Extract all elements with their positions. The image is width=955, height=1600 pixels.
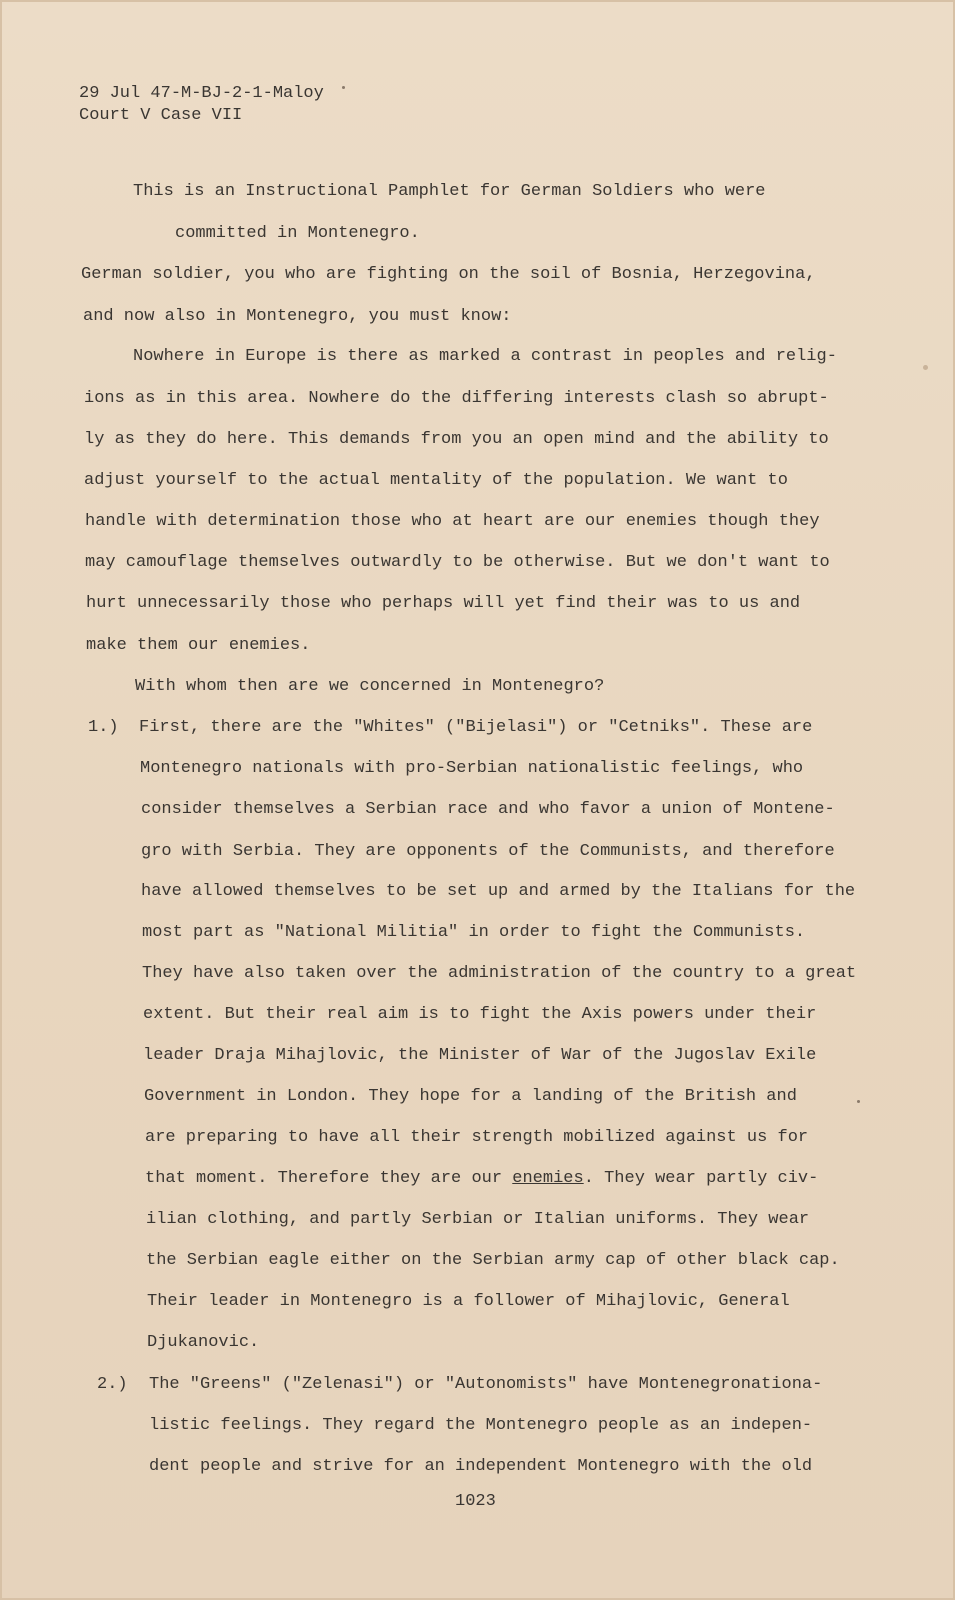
page-number: 1023: [455, 1492, 496, 1511]
item-1-line-after: . They wear partly civ-: [583, 1169, 819, 1188]
item-1-line: most part as "National Militia" in order to fight the Communists.: [142, 923, 806, 942]
item-1-line: Djukanovic.: [147, 1333, 260, 1352]
item-2-line: dent people and strive for an independent Montenegro with the old: [149, 1457, 813, 1476]
paragraph-line: ly as they do here. This demands from you an open mind and the ability to: [84, 430, 829, 449]
item-1-number: 1.): [88, 718, 119, 737]
item-1-line: gro with Serbia. They are opponents of the Communists, and therefore: [141, 842, 835, 861]
item-2-line: The "Greens" ("Zelenasi") or "Autonomists" have Montenegronationa-: [149, 1375, 823, 1394]
paragraph-line: adjust yourself to the actual mentality of the population. We want to: [84, 471, 788, 490]
paragraph-line: hurt unnecessarily those who perhaps will yet find their was to us and: [86, 594, 801, 613]
item-1-line: Their leader in Montenegro is a follower of Mihajlovic, General: [147, 1292, 790, 1311]
title-line-2: committed in Montenegro.: [175, 224, 420, 243]
underlined-enemies: enemies: [512, 1169, 584, 1188]
item-2-line: listic feelings. They regard the Montenegro people as an indepen-: [149, 1416, 813, 1435]
item-1-line: are preparing to have all their strength mobilized against us for: [145, 1128, 809, 1147]
paragraph-line: ions as in this area. Nowhere do the differing interests clash so abrupt-: [84, 389, 829, 408]
question-line: With whom then are we concerned in Montenegro?: [135, 677, 605, 696]
title-line-1: This is an Instructional Pamphlet for German Soldiers who were: [133, 182, 766, 201]
paragraph-line: make them our enemies.: [86, 636, 311, 655]
item-1-line-before: that moment. Therefore they are our: [145, 1169, 513, 1188]
item-1-line: extent. But their real aim is to fight the Axis powers under their: [143, 1005, 817, 1024]
item-1-line: leader Draja Mihajlovic, the Minister of War of the Jugoslav Exile: [143, 1046, 817, 1065]
item-1-line: They have also taken over the administration of the country to a great: [142, 964, 857, 983]
paper-speck: [923, 365, 928, 370]
document-header: [79, 83, 324, 127]
item-1-line-enemies: [145, 1169, 818, 1188]
paragraph-line: may camouflage themselves outwardly to be otherwise. But we don't want to: [85, 553, 830, 572]
header-reference: 29 Jul 47-M-BJ-2-1-Maloy: [79, 84, 324, 103]
item-1-line: consider themselves a Serbian race and who favor a union of Montene-: [141, 800, 835, 819]
paper-speck: [857, 1100, 860, 1103]
item-1-line: First, there are the "Whites" ("Bijelasi") or "Cetniks". These are: [139, 718, 813, 737]
intro-line-1: German soldier, you who are fighting on the soil of Bosnia, Herzegovina,: [81, 265, 816, 284]
paper-speck: [342, 86, 345, 89]
header-court-case: Court V Case VII: [79, 106, 243, 125]
paragraph-line: Nowhere in Europe is there as marked a contrast in peoples and relig-: [133, 347, 837, 366]
item-1-line: Montenegro nationals with pro-Serbian nationalistic feelings, who: [140, 759, 804, 778]
intro-line-2: and now also in Montenegro, you must know:: [83, 307, 512, 326]
item-1-line: ilian clothing, and partly Serbian or Italian uniforms. They wear: [146, 1210, 810, 1229]
item-2-number: 2.): [97, 1375, 128, 1394]
item-1-line: have allowed themselves to be set up and armed by the Italians for the: [141, 882, 856, 901]
paragraph-line: handle with determination those who at heart are our enemies though they: [85, 512, 820, 531]
item-1-line: Government in London. They hope for a landing of the British and: [144, 1087, 797, 1106]
item-1-line: the Serbian eagle either on the Serbian army cap of other black cap.: [146, 1251, 840, 1270]
